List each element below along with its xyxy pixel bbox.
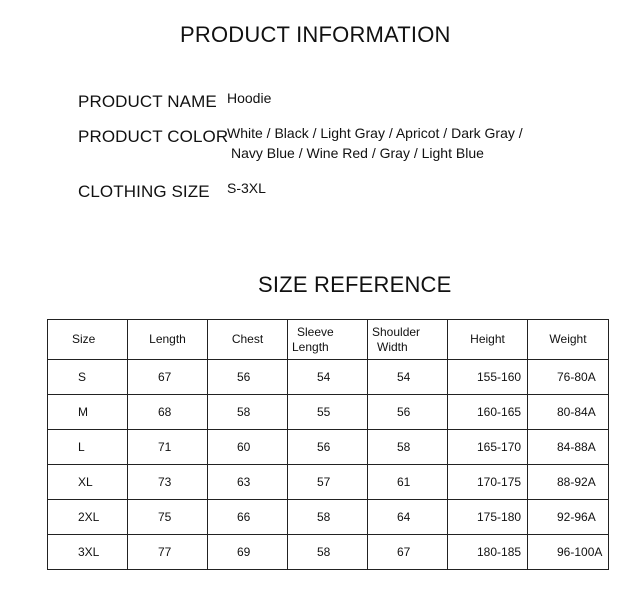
cell-length: 75 xyxy=(128,500,208,535)
cell-shoulder: 67 xyxy=(368,535,448,570)
product-color-value-line2: Navy Blue / Wine Red / Gray / Light Blue xyxy=(231,145,484,161)
clothing-size-label: CLOTHING SIZE xyxy=(78,182,210,201)
header-shoulder-line2: Width xyxy=(377,339,408,354)
cell-weight: 76-80A xyxy=(528,360,609,395)
cell-size: 2XL xyxy=(48,500,128,535)
cell-weight: 80-84A xyxy=(528,395,609,430)
cell-height: 155-160 xyxy=(448,360,528,395)
cell-size: L xyxy=(48,430,128,465)
product-color-label: PRODUCT COLOR xyxy=(78,127,229,146)
product-color-value-line1: White / Black / Light Gray / Apricot / Dark Gray / xyxy=(227,125,523,141)
cell-weight: 96-100A xyxy=(528,535,609,570)
cell-size: XL xyxy=(48,465,128,500)
cell-sleeve: 54 xyxy=(288,360,368,395)
cell-length: 73 xyxy=(128,465,208,500)
table-header-row xyxy=(48,320,609,360)
header-shoulder-width xyxy=(368,320,448,360)
table-row xyxy=(48,500,609,535)
cell-size: M xyxy=(48,395,128,430)
header-weight: Weight xyxy=(528,320,609,360)
cell-chest: 58 xyxy=(208,395,288,430)
cell-shoulder: 58 xyxy=(368,430,448,465)
cell-shoulder: 56 xyxy=(368,395,448,430)
clothing-size-value: S-3XL xyxy=(227,180,266,196)
cell-sleeve: 55 xyxy=(288,395,368,430)
cell-weight: 88-92A xyxy=(528,465,609,500)
cell-height: 175-180 xyxy=(448,500,528,535)
product-name-value: Hoodie xyxy=(227,90,272,106)
table-row xyxy=(48,360,609,395)
cell-sleeve: 58 xyxy=(288,500,368,535)
header-sleeve-line2: Length xyxy=(292,339,329,354)
header-shoulder-line1: Shoulder xyxy=(372,324,421,339)
cell-shoulder: 61 xyxy=(368,465,448,500)
cell-chest: 66 xyxy=(208,500,288,535)
cell-chest: 56 xyxy=(208,360,288,395)
header-sleeve-length xyxy=(288,320,368,360)
cell-length: 71 xyxy=(128,430,208,465)
cell-chest: 69 xyxy=(208,535,288,570)
cell-chest: 60 xyxy=(208,430,288,465)
cell-weight: 92-96A xyxy=(528,500,609,535)
header-chest: Chest xyxy=(208,320,288,360)
cell-shoulder: 54 xyxy=(368,360,448,395)
header-sleeve-line1: Sleeve xyxy=(297,324,334,339)
cell-height: 180-185 xyxy=(448,535,528,570)
cell-length: 77 xyxy=(128,535,208,570)
table-row xyxy=(48,535,609,570)
cell-chest: 63 xyxy=(208,465,288,500)
cell-shoulder: 64 xyxy=(368,500,448,535)
cell-sleeve: 58 xyxy=(288,535,368,570)
table-row xyxy=(48,430,609,465)
cell-height: 170-175 xyxy=(448,465,528,500)
cell-weight: 84-88A xyxy=(528,430,609,465)
size-reference-title: SIZE REFERENCE xyxy=(258,272,452,297)
product-information-title: PRODUCT INFORMATION xyxy=(180,22,451,47)
table-row xyxy=(48,395,609,430)
header-height: Height xyxy=(448,320,528,360)
header-size: Size xyxy=(48,320,128,360)
cell-size: S xyxy=(48,360,128,395)
cell-length: 68 xyxy=(128,395,208,430)
product-name-label: PRODUCT NAME xyxy=(78,92,217,111)
cell-sleeve: 56 xyxy=(288,430,368,465)
cell-length: 67 xyxy=(128,360,208,395)
header-length: Length xyxy=(128,320,208,360)
cell-sleeve: 57 xyxy=(288,465,368,500)
cell-height: 160-165 xyxy=(448,395,528,430)
table-row xyxy=(48,465,609,500)
cell-size: 3XL xyxy=(48,535,128,570)
cell-height: 165-170 xyxy=(448,430,528,465)
size-reference-table xyxy=(47,319,609,570)
